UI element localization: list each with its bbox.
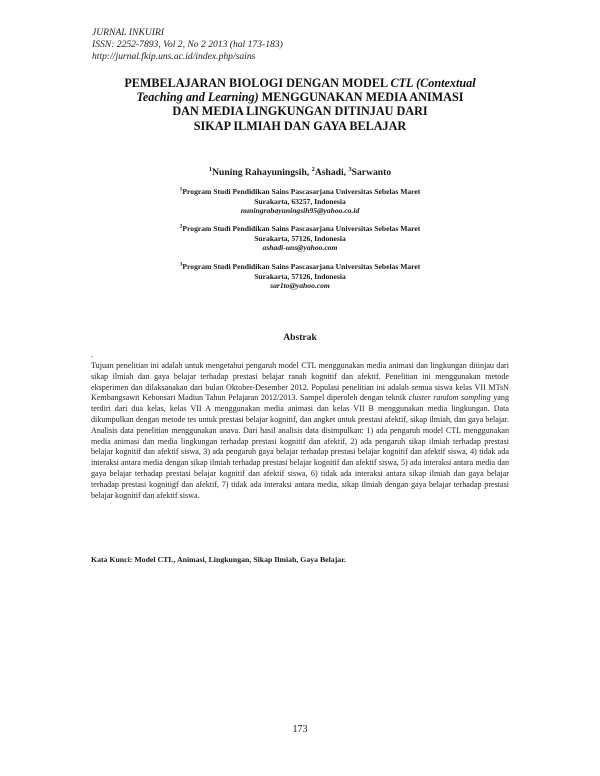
affiliation-3-program-text: Program Studi Pendidikan Sains Pascasarjana Universitas Sebelas Maret <box>182 262 421 271</box>
page-number: 173 <box>292 724 308 735</box>
title-line-2-text: MENGGUNAKAN MEDIA ANIMASI <box>258 90 464 105</box>
affiliation-2-program-text: Program Studi Pendidikan Sains Pascasarjana Universitas Sebelas Maret <box>182 224 421 233</box>
abstract-text-part-1: Tujuan penelitian ini adalah untuk mengetahui pengaruh model CTL menggunakan media animasi dan lingkungan ditinjau dari sikap ilmiah dan gaya belajar terhadap prestasi belajar ranah kognitif dan afektif. Penelitian ini menggunakan metode eksperimen dan dilaksanakan dari bulan Oktober-Desember 2012. Populasi penelitian ini adalah semua siswa kelas VII MTsN Kembangsawit Kebonsari Madiun Tahun Pelajaran 2012/2013. Sampel diperoleh dengan teknik <box>91 361 509 403</box>
title-line-4: SIKAP ILMIAH DAN GAYA BELAJAR <box>193 118 407 133</box>
abstract-text-italic: cluster random sampling <box>408 393 491 403</box>
abstract-text-part-2: yang terdiri dari dua kelas, kelas VII A menggunakan media animasi dan kelas VII B menggunakan media lingkungan. Data dikumpulkan dengan metode tes untuk prestasi belajar kognitif, dan angket untuk prestasi afektif, sikap ilmiah, dan gaya belajar. Analisis data penelitian menggunakan anava. Dari hasil analisis data disimpulkan: 1) ada pengaruh model CTL menggunakan media animasi dan media lingkungan terhadap prestasi kognitif dan afektif, 2) ada pengaruh sikap ilmiah terhadap prestasi belajar kognitif dan afektif siswa, 3) ada pengaruh gaya belajar terhadap prestasi belajar kognitif dan afektif siswa, 4) tidak ada interaksi antara media dengan sikap ilmiah terhadap prestasi belajar kognitif dan afektif siswa, 5) ada interaksi antara media dan gaya belajar terhadap prestasi belajar kognitif dan afektif siswa, 6) tidak ada interaksi antara sikap ilmiah dan gaya belajar terhadap prestasi kognitigf dan afektif, 7) tidak ada interaksi antara media, sikap ilmiah dengan gaya belajar terhadap prestasi belajar kognitif dan afektif siswa. <box>91 393 509 500</box>
affiliation-1-sup: 1 <box>179 186 183 193</box>
author-2-sup: 2 <box>311 165 315 173</box>
affiliation-2 <box>110 224 490 253</box>
affiliation-3-city: Surakarta, 57126, Indonesia <box>254 271 346 281</box>
affiliation-2-program <box>110 224 490 234</box>
author-1-name: Nuning Rahayuningsih, <box>212 167 312 178</box>
author-list <box>100 167 500 179</box>
affiliation-2-sup: 2 <box>179 223 183 230</box>
affiliation-3-program <box>110 262 490 272</box>
author-3-sup: 3 <box>348 165 352 173</box>
title-line-1-italic: CTL (Contextual <box>390 76 476 90</box>
title-line-2 <box>100 90 500 104</box>
affiliation-1-city: Surakarta, 63257, Indonesia <box>254 196 346 206</box>
affiliation-1-program <box>110 187 490 197</box>
abstract-dot: . <box>91 350 93 359</box>
affiliation-2-email: ashadi-uns@yahoo.com <box>262 243 338 253</box>
title-line-1-text: PEMBELAJARAN BIOLOGI DENGAN MODEL <box>124 76 391 90</box>
journal-header <box>92 27 283 63</box>
affiliation-1-program-text: Program Studi Pendidikan Sains Pascasarjana Universitas Sebelas Maret <box>182 187 421 196</box>
affiliation-3-email: sar1to@yahoo.com <box>270 281 330 291</box>
paper-title <box>100 76 500 133</box>
journal-issn: ISSN: 2252-7893, Vol 2, No 2 2013 (hal 173-183) <box>92 39 283 50</box>
author-1-sup: 1 <box>208 165 213 173</box>
affiliation-2-city: Surakarta, 57126, Indonesia <box>254 233 346 243</box>
title-line-2-italic: Teaching and Learning) <box>136 90 259 105</box>
journal-name: JURNAL INKUIRI <box>92 27 165 38</box>
affiliation-1 <box>110 187 490 216</box>
abstract-heading: Abstrak <box>283 332 317 343</box>
abstract-body <box>91 361 509 501</box>
keywords: Kata Kunci: Model CTL, Animasi, Lingkungan, Sikap Ilmiah, Gaya Belajar. <box>91 555 346 564</box>
affiliation-3-sup: 3 <box>179 261 183 268</box>
affiliation-1-email: nuningrahayuningsih95@yahoo.co.id <box>240 206 360 216</box>
author-3-name: Sarwanto <box>351 167 392 178</box>
affiliation-3 <box>110 262 490 291</box>
journal-url: http://jurnal.fkip.uns.ac.id/index.php/sains <box>92 51 256 62</box>
author-2-name: Ashadi, <box>314 167 349 178</box>
title-line-1 <box>100 76 500 90</box>
title-line-3: DAN MEDIA LINGKUNGAN DITINJAU DARI <box>172 104 428 119</box>
